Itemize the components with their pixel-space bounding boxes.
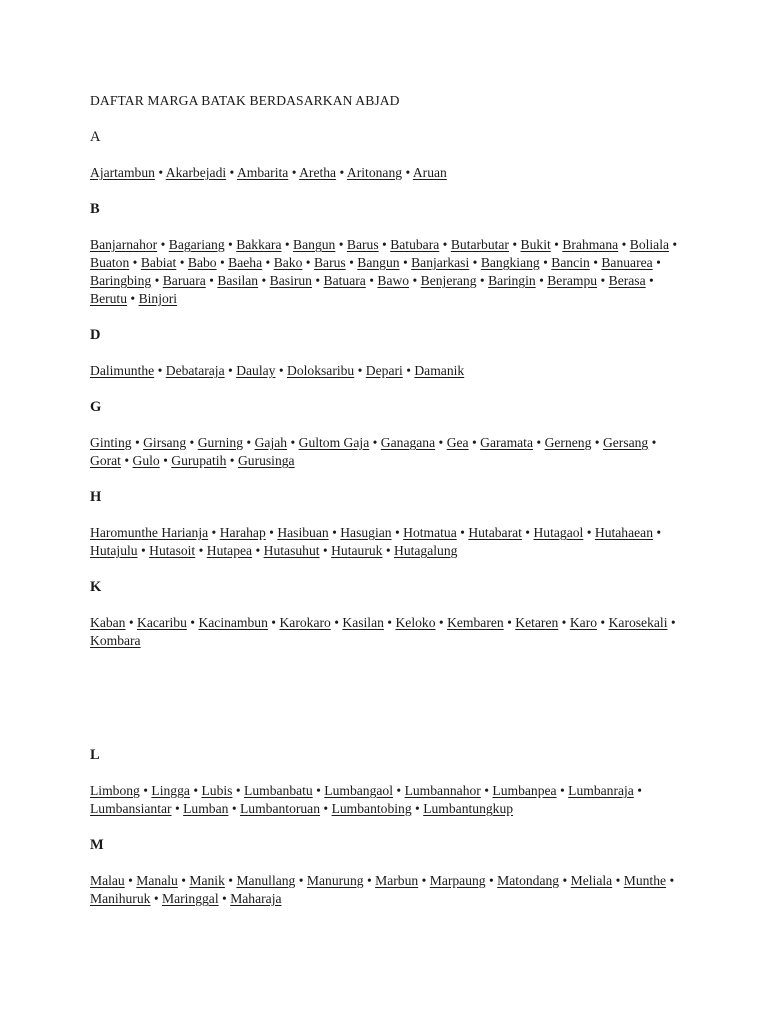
marga-link[interactable]: Marbun — [375, 873, 419, 888]
bullet-separator: • — [295, 873, 307, 888]
document-page — [90, 92, 690, 908]
marga-link[interactable]: Baeha — [228, 255, 263, 270]
bullet-separator: • — [176, 255, 188, 270]
bullet-separator: • — [435, 615, 448, 630]
bullet-separator: • — [589, 255, 602, 270]
bullet-separator: • — [226, 165, 237, 180]
marga-link[interactable]: Bukit — [520, 237, 551, 252]
marga-link[interactable]: Barus — [313, 255, 346, 270]
marga-link[interactable]: Manurung — [306, 873, 364, 888]
bullet-separator: • — [258, 273, 270, 288]
bullet-separator: • — [591, 435, 603, 450]
marga-link[interactable]: Gerneng — [544, 435, 592, 450]
marga-link[interactable]: Dalimunthe — [90, 363, 155, 378]
marga-link[interactable]: Manik — [189, 873, 225, 888]
marga-link[interactable]: Lumbanbatu — [244, 783, 313, 798]
marga-link[interactable]: Gulo — [132, 453, 160, 468]
marga-link[interactable]: Basirun — [269, 273, 312, 288]
bullet-separator: • — [243, 435, 255, 450]
marga-link[interactable]: Hutagaol — [533, 525, 584, 540]
bullet-separator: • — [151, 273, 163, 288]
bullet-separator: • — [669, 237, 678, 252]
bullet-separator: • — [402, 363, 415, 378]
marga-link[interactable]: Gurusinga — [237, 453, 295, 468]
bullet-separator: • — [399, 255, 412, 270]
marga-link[interactable]: Ambarita — [236, 165, 289, 180]
marga-link[interactable]: Matondang — [497, 873, 560, 888]
bullet-separator: • — [354, 363, 366, 378]
bullet-separator: • — [456, 525, 469, 540]
marga-link[interactable]: Hutauruk — [331, 543, 383, 558]
marga-link[interactable]: Aritonang — [346, 165, 403, 180]
bullet-separator: • — [402, 165, 413, 180]
marga-link[interactable]: Harahap — [219, 525, 266, 540]
bullet-separator: • — [521, 525, 534, 540]
marga-link[interactable]: Butarbutar — [450, 237, 509, 252]
bullet-separator: • — [652, 255, 661, 270]
marga-link[interactable]: Lumbansiantar — [90, 801, 172, 816]
bullet-separator: • — [597, 273, 609, 288]
marga-link[interactable]: Lumbantobing — [331, 801, 412, 816]
marga-link[interactable]: Haromunthe Harianja — [90, 525, 209, 540]
bullet-separator: • — [124, 873, 137, 888]
marga-link[interactable]: Meliala — [570, 873, 613, 888]
marga-link[interactable]: Bancin — [551, 255, 590, 270]
bullet-separator: • — [345, 255, 358, 270]
marga-link[interactable]: Marpaung — [429, 873, 486, 888]
bullet-separator: • — [267, 615, 280, 630]
bullet-separator: • — [411, 801, 424, 816]
marga-link[interactable]: Karo — [569, 615, 598, 630]
marga-link[interactable]: Hutasoit — [149, 543, 196, 558]
bullet-separator: • — [618, 237, 630, 252]
marga-link[interactable]: Gorat — [90, 453, 121, 468]
marga-link[interactable]: Kombara — [90, 633, 141, 648]
bullet-separator: • — [177, 873, 190, 888]
bullet-separator: • — [328, 525, 341, 540]
marga-link[interactable]: Karosekali — [608, 615, 668, 630]
bullet-separator: • — [216, 255, 229, 270]
marga-link[interactable]: Hutahaean — [594, 525, 653, 540]
bullet-separator: • — [648, 435, 657, 450]
marga-link[interactable]: Baruara — [162, 273, 206, 288]
bullet-separator: • — [150, 891, 162, 906]
marga-link[interactable]: Lumbannahor — [404, 783, 481, 798]
marga-link[interactable]: Bangkiang — [480, 255, 540, 270]
bullet-separator: • — [666, 873, 675, 888]
bullet-separator: • — [311, 273, 324, 288]
marga-link[interactable]: Bagariang — [168, 237, 225, 252]
bullet-separator: • — [154, 363, 166, 378]
marga-link[interactable]: Kacinambun — [198, 615, 268, 630]
bullet-separator: • — [129, 255, 141, 270]
name-list-h — [90, 524, 680, 560]
bullet-separator: • — [224, 363, 237, 378]
bullet-separator: • — [363, 873, 376, 888]
marga-link[interactable]: Lumbanraja — [568, 783, 634, 798]
name-list-b — [90, 236, 680, 308]
marga-link[interactable]: Banuarea — [601, 255, 653, 270]
bullet-separator: • — [226, 453, 238, 468]
marga-link[interactable]: Lumbantungkup — [423, 801, 514, 816]
marga-link[interactable]: Berutu — [90, 291, 127, 306]
bullet-separator: • — [312, 783, 325, 798]
marga-link[interactable]: Gurning — [197, 435, 244, 450]
bullet-separator: • — [439, 237, 451, 252]
marga-link[interactable]: Hutapea — [206, 543, 253, 558]
bullet-separator: • — [265, 525, 278, 540]
marga-link[interactable]: Debataraja — [165, 363, 225, 378]
bullet-separator: • — [583, 525, 595, 540]
marga-link[interactable]: Maharaja — [230, 891, 282, 906]
bullet-separator: • — [288, 165, 300, 180]
marga-link[interactable]: Lumbangaol — [324, 783, 394, 798]
marga-link[interactable]: Gultom Gaja — [298, 435, 370, 450]
marga-link[interactable]: Manalu — [136, 873, 178, 888]
bullet-separator: • — [281, 237, 294, 252]
bullet-separator: • — [195, 543, 207, 558]
marga-link[interactable]: Hutajulu — [90, 543, 138, 558]
name-list-d — [90, 362, 680, 380]
marga-link[interactable]: Hutasuhut — [263, 543, 320, 558]
marga-link[interactable]: Hutabarat — [468, 525, 522, 540]
bullet-separator: • — [418, 873, 430, 888]
marga-link[interactable]: Damanik — [414, 363, 465, 378]
section-letter-m: M — [90, 837, 104, 853]
marga-link[interactable]: Ginting — [90, 435, 132, 450]
bullet-separator: • — [189, 783, 202, 798]
bullet-separator: • — [157, 237, 169, 252]
marga-link[interactable]: Aruan — [412, 165, 447, 180]
bullet-separator: • — [468, 435, 481, 450]
marga-link[interactable]: Maringgal — [161, 891, 219, 906]
blank-gap — [90, 650, 690, 728]
bullet-separator: • — [159, 453, 172, 468]
marga-link[interactable]: Gajah — [254, 435, 288, 450]
marga-link[interactable]: Berampu — [547, 273, 598, 288]
marga-link[interactable]: Baringbing — [90, 273, 152, 288]
bullet-separator: • — [186, 435, 198, 450]
marga-link[interactable]: Girsang — [143, 435, 187, 450]
marga-link[interactable]: Depari — [365, 363, 403, 378]
bullet-separator: • — [558, 615, 570, 630]
marga-link[interactable]: Barus — [346, 237, 379, 252]
marga-link[interactable]: Keloko — [395, 615, 436, 630]
bullet-separator: • — [335, 237, 347, 252]
marga-link[interactable]: Lubis — [201, 783, 233, 798]
bullet-separator: • — [382, 543, 394, 558]
bullet-separator: • — [336, 165, 347, 180]
bullet-separator: • — [252, 543, 264, 558]
marga-link[interactable]: Ketaren — [515, 615, 559, 630]
section-letter-a: A — [90, 129, 101, 145]
marga-link[interactable]: Malau — [90, 873, 125, 888]
name-list-k — [90, 614, 680, 650]
marga-link[interactable]: Lumban — [183, 801, 229, 816]
bullet-separator: • — [275, 363, 288, 378]
bullet-separator: • — [131, 435, 144, 450]
marga-link[interactable]: Bako — [273, 255, 303, 270]
bullet-separator: • — [533, 435, 545, 450]
bullet-separator: • — [320, 801, 332, 816]
marga-link[interactable]: Gea — [446, 435, 469, 450]
bullet-separator: • — [633, 783, 642, 798]
marga-link[interactable]: Akarbejadi — [165, 165, 227, 180]
marga-link[interactable]: Daulay — [236, 363, 276, 378]
bullet-separator: • — [435, 435, 447, 450]
name-list-g — [90, 434, 680, 470]
marga-link[interactable]: Batuara — [323, 273, 366, 288]
marga-link[interactable]: Boliala — [629, 237, 670, 252]
marga-link[interactable]: Hutagalung — [394, 543, 458, 558]
marga-link[interactable]: Lingga — [151, 783, 190, 798]
marga-link[interactable]: Kasilan — [342, 615, 384, 630]
marga-link[interactable]: Aretha — [299, 165, 337, 180]
marga-link[interactable]: Manullang — [236, 873, 296, 888]
marga-link[interactable]: Lumbantoruan — [239, 801, 321, 816]
marga-link[interactable]: Bangun — [357, 255, 400, 270]
marga-link[interactable]: Limbong — [90, 783, 140, 798]
marga-link[interactable]: Binjori — [138, 291, 178, 306]
bullet-separator: • — [480, 783, 493, 798]
bullet-separator: • — [330, 615, 343, 630]
marga-link[interactable]: Karokaro — [279, 615, 331, 630]
marga-link[interactable]: Basilan — [217, 273, 259, 288]
bullet-separator: • — [186, 615, 199, 630]
bullet-separator: • — [539, 255, 552, 270]
section-letter-d: D — [90, 327, 101, 343]
bullet-separator: • — [476, 273, 489, 288]
section-letter-b: B — [90, 201, 100, 217]
bullet-separator: • — [262, 255, 274, 270]
marga-link[interactable]: Kembaren — [447, 615, 504, 630]
bullet-separator: • — [469, 255, 481, 270]
marga-link[interactable]: Hasibuan — [277, 525, 329, 540]
section-letter-g: G — [90, 399, 102, 415]
bullet-separator: • — [485, 873, 498, 888]
marga-link[interactable]: Bakkara — [236, 237, 282, 252]
document-title: DAFTAR MARGA BATAK BERDASARKAN ABJAD — [90, 93, 400, 108]
bullet-separator: • — [319, 543, 332, 558]
bullet-separator: • — [393, 783, 405, 798]
bullet-separator: • — [378, 237, 391, 252]
marga-link[interactable]: Munthe — [623, 873, 667, 888]
marga-link[interactable]: Gersang — [602, 435, 649, 450]
name-list-l — [90, 782, 680, 818]
section-letter-l: L — [90, 747, 100, 763]
bullet-separator: • — [205, 273, 218, 288]
marga-link[interactable]: Ganagana — [380, 435, 436, 450]
name-list-m — [90, 872, 680, 908]
bullet-separator: • — [597, 615, 609, 630]
bullet-separator: • — [208, 525, 220, 540]
bullet-separator: • — [365, 273, 378, 288]
marga-link[interactable]: Ajartambun — [90, 165, 155, 180]
bullet-separator: • — [667, 615, 676, 630]
bullet-separator: • — [137, 543, 150, 558]
marga-link[interactable]: Kacaribu — [137, 615, 187, 630]
marga-link[interactable]: Doloksaribu — [287, 363, 355, 378]
bullet-separator: • — [550, 237, 563, 252]
section-letter-k: K — [90, 579, 102, 595]
marga-link[interactable]: Brahmana — [562, 237, 619, 252]
bullet-separator: • — [232, 783, 245, 798]
bullet-separator: • — [125, 615, 138, 630]
bullet-separator: • — [559, 873, 571, 888]
bullet-separator: • — [224, 237, 237, 252]
marga-link[interactable]: Garamata — [480, 435, 533, 450]
bullet-separator: • — [556, 783, 569, 798]
marga-link[interactable]: Babo — [187, 255, 217, 270]
bullet-separator: • — [120, 453, 133, 468]
marga-link[interactable]: Hasugian — [340, 525, 392, 540]
bullet-separator: • — [383, 615, 396, 630]
marga-link[interactable]: Kaban — [90, 615, 126, 630]
marga-link[interactable]: Bawo — [377, 273, 410, 288]
bullet-separator: • — [302, 255, 314, 270]
bullet-separator: • — [224, 873, 237, 888]
bullet-separator: • — [612, 873, 624, 888]
bullet-separator: • — [139, 783, 152, 798]
marga-link[interactable]: Lumbanpea — [492, 783, 557, 798]
bullet-separator: • — [218, 891, 231, 906]
marga-link[interactable]: Baringin — [488, 273, 536, 288]
marga-link[interactable]: Batubara — [390, 237, 440, 252]
bullet-separator: • — [171, 801, 184, 816]
marga-link[interactable]: Manihuruk — [90, 891, 151, 906]
bullet-separator: • — [228, 801, 240, 816]
bullet-separator: • — [369, 435, 381, 450]
marga-link[interactable]: Banjarkasi — [411, 255, 470, 270]
bullet-separator: • — [154, 165, 166, 180]
marga-link[interactable]: Babiat — [140, 255, 177, 270]
bullet-separator: • — [503, 615, 516, 630]
marga-link[interactable]: Buaton — [90, 255, 130, 270]
section-letter-h: H — [90, 489, 102, 505]
marga-link[interactable]: Berasa — [608, 273, 646, 288]
bullet-separator: • — [287, 435, 299, 450]
name-list-a — [90, 164, 680, 182]
bullet-separator: • — [645, 273, 654, 288]
bullet-separator: • — [409, 273, 421, 288]
marga-link[interactable]: Banjarnahor — [90, 237, 158, 252]
marga-link[interactable]: Benjerang — [420, 273, 477, 288]
bullet-separator: • — [508, 237, 521, 252]
marga-link[interactable]: Bangun — [293, 237, 336, 252]
bullet-separator: • — [535, 273, 548, 288]
marga-link[interactable]: Gurupatih — [171, 453, 227, 468]
marga-link[interactable]: Hotmatua — [403, 525, 457, 540]
bullet-separator: • — [653, 525, 662, 540]
bullet-separator: • — [127, 291, 139, 306]
bullet-separator: • — [391, 525, 404, 540]
